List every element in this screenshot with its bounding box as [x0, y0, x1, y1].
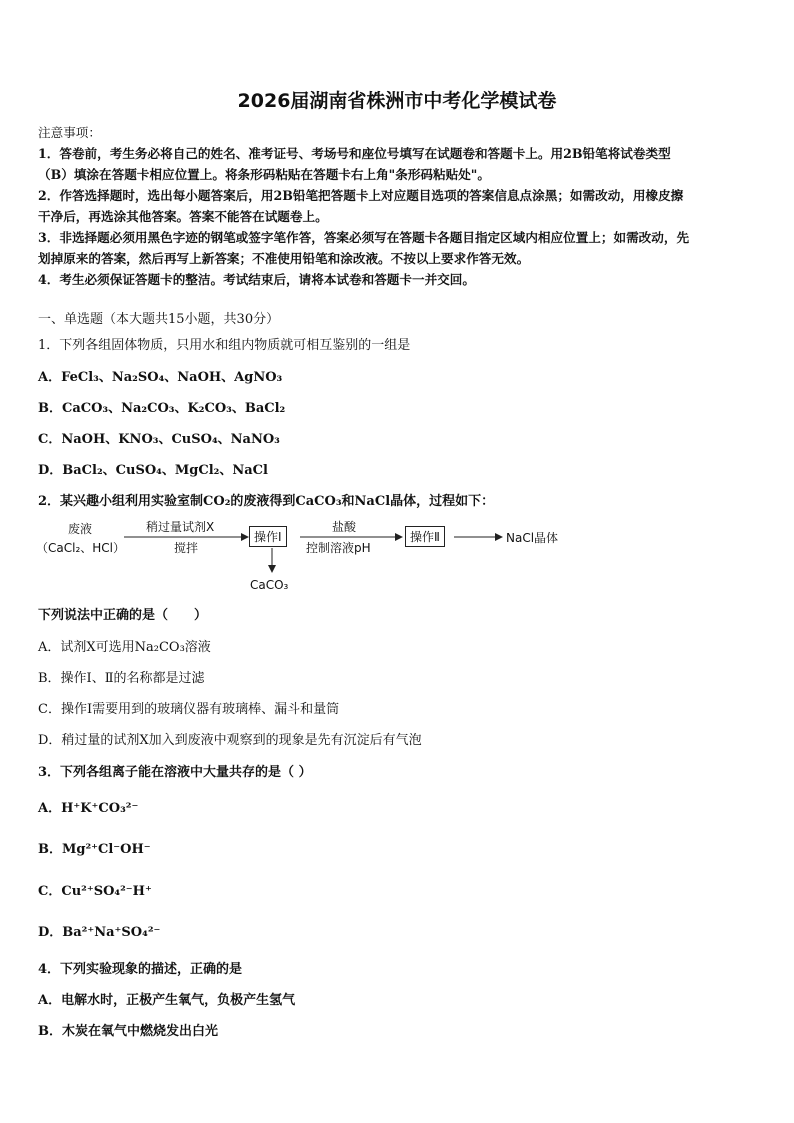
page-title: 2026届湖南省株洲市中考化学模试卷 [237, 90, 557, 112]
note-line: 3．非选择题必须用黑色字迹的钢笔或签字笔作答，答案必须写在答题卡各题目指定区域内相应位置上；如需改动，先 [38, 230, 690, 245]
flow-reagent-label: 稍过量试剂X [146, 520, 215, 534]
question-1-option-a: A．FeCl₃、Na₂SO₄、NaOH、AgNO₃ [38, 370, 283, 385]
question-3-option-b: B．Mg²⁺Cl⁻OH⁻ [38, 842, 151, 857]
question-2-option-d: D．稍过量的试剂X加入到废液中观察到的现象是先有沉淀后有气泡 [38, 733, 422, 748]
question-2-ask: 下列说法中正确的是（ ） [38, 608, 208, 623]
process-flow-diagram [30, 512, 590, 598]
question-1-option-d: D．BaCl₂、CuSO₄、MgCl₂、NaCl [38, 463, 268, 478]
question-1-stem: 1．下列各组固体物质，只用水和组内物质就可相互鉴别的一组是 [38, 338, 411, 353]
question-2-stem: 2．某兴趣小组利用实验室制CO₂的废液得到CaCO₃和NaCl晶体，过程如下： [38, 494, 495, 509]
question-2-option-c: C．操作Ⅰ需要用到的玻璃仪器有玻璃棒、漏斗和量筒 [38, 702, 340, 717]
question-3-option-c: C．Cu²⁺SO₄²⁻H⁺ [38, 884, 152, 899]
flow-stir-label: 搅拌 [174, 541, 199, 555]
note-line: （B）填涂在答题卡相应位置上。将条形码粘贴在答题卡右上角"条形码粘贴处"。 [38, 167, 490, 182]
question-1-option-c: C．NaOH、KNO₃、CuSO₄、NaNO₃ [38, 432, 280, 447]
question-3-option-d: D．Ba²⁺Na⁺SO₄²⁻ [38, 925, 161, 940]
flow-acid-label: 盐酸 [332, 520, 357, 534]
flow-waste-composition: （CaCl₂、HCl） [36, 541, 125, 555]
question-1-option-b: B．CaCO₃、Na₂CO₃、K₂CO₃、BaCl₂ [38, 401, 286, 416]
flow-product-label: NaCl晶体 [506, 531, 559, 545]
flow-operation-2-box: 操作Ⅱ [405, 526, 445, 547]
question-2-option-a: A．试剂X可选用Na₂CO₃溶液 [38, 640, 211, 655]
notes-heading: 注意事项： [38, 125, 101, 140]
question-4-stem: 4．下列实验现象的描述，正确的是 [38, 962, 243, 977]
question-4-option-b: B．木炭在氧气中燃烧发出白光 [38, 1024, 218, 1039]
question-2-option-b: B．操作Ⅰ、Ⅱ的名称都是过滤 [38, 671, 205, 686]
note-line: 2．作答选择题时，选出每小题答案后，用2B铅笔把答题卡上对应题目选项的答案信息点涂黑；如需改动，用橡皮擦 [38, 188, 684, 203]
note-line: 4．考生必须保证答题卡的整洁。考试结束后，请将本试卷和答题卡一并交回。 [38, 272, 475, 287]
note-line: 划掉原来的答案，然后再写上新答案；不准使用铅笔和涂改液。不按以上要求作答无效。 [38, 251, 530, 266]
flow-operation-1-box: 操作Ⅰ [249, 526, 287, 547]
note-line: 1．答卷前，考生务必将自己的姓名、准考证号、考场号和座位号填写在试题卷和答题卡上。用2B铅笔将试卷类型 [38, 146, 671, 161]
question-3-option-a: A．H⁺K⁺CO₃²⁻ [38, 801, 139, 816]
question-4-option-a: A．电解水时，正极产生氧气，负极产生氢气 [38, 993, 296, 1008]
flow-precipitate-label: CaCO₃ [250, 578, 289, 592]
flow-ph-label: 控制溶液pH [306, 541, 371, 555]
flow-waste-label: 废液 [68, 522, 93, 536]
note-line: 干净后，再选涂其他答案。答案不能答在试题卷上。 [38, 209, 328, 224]
section-heading: 一、单选题（本大题共15小题，共30分） [38, 312, 280, 327]
question-3-stem: 3．下列各组离子能在溶液中大量共存的是（ ） [38, 765, 312, 780]
